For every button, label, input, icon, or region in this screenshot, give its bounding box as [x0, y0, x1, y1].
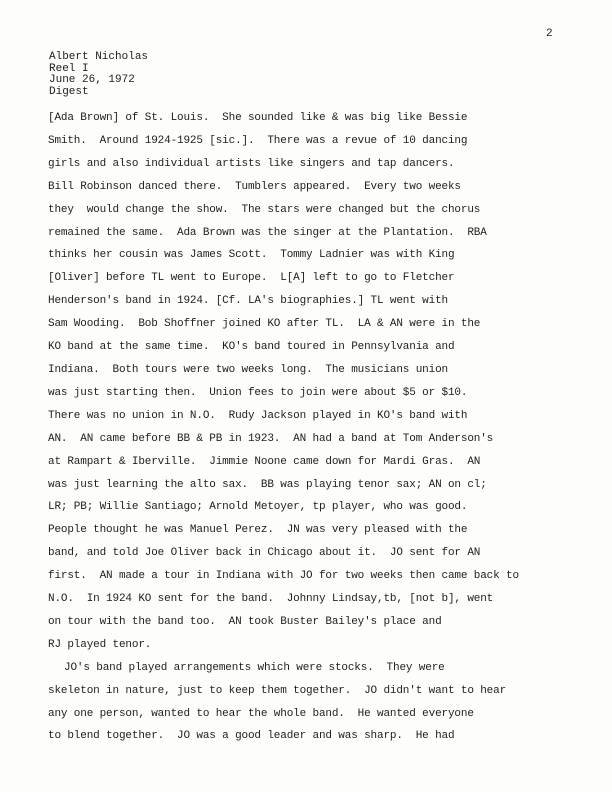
text-line: JO's band played arrangements which were stocks. They were: [64, 661, 445, 674]
header-date: June 26, 1972: [49, 74, 135, 86]
text-line: thinks her cousin was James Scott. Tommy Ladnier was with King: [48, 249, 455, 262]
text-line: was just learning the alto sax. BB was playing tenor sax; AN on cl;: [48, 478, 487, 491]
text-line: AN. AN came before BB & PB in 1923. AN had a band at Tom Anderson's: [48, 432, 494, 445]
text-line: first. AN made a tour in Indiana with JO for two weeks then came back to: [48, 570, 519, 583]
header-name: Albert Nicholas: [49, 51, 149, 63]
text-line: Indiana. Both tours were two weeks long. The musicians union: [48, 363, 448, 376]
text-line: any one person, wanted to hear the whole band. He wanted everyone: [48, 707, 474, 720]
document-header: [49, 52, 148, 98]
header-type: Digest: [49, 85, 89, 98]
text-line: KO band at the same time. KO's band toured in Pennsylvania and: [48, 341, 455, 354]
text-line: at Rampart & Iberville. Jimmie Noone came down for Mardi Gras. AN: [48, 455, 481, 468]
text-line: remained the same. Ada Brown was the singer at the Plantation. RBA: [48, 226, 487, 239]
text-line: was just starting then. Union fees to join were about $5 or $10.: [48, 386, 468, 399]
text-line: to blend together. JO was a good leader and was sharp. He had: [48, 730, 455, 743]
text-line: band, and told Joe Oliver back in Chicago about it. JO sent for AN: [48, 547, 481, 560]
text-line: Henderson's band in 1924. [Cf. LA's biographies.] TL went with: [48, 295, 448, 308]
text-line: Bill Robinson danced there. Tumblers appeared. Every two weeks: [48, 180, 461, 193]
text-line: RJ played tenor.: [48, 638, 152, 651]
text-line: they would change the show. The stars were changed but the chorus: [48, 203, 481, 216]
text-line: skeleton in nature, just to keep them together. JO didn't want to hear: [48, 684, 507, 697]
text-line: Smith. Around 1924-1925 [sic.]. There was a revue of 10 dancing: [48, 134, 468, 147]
text-line: N.O. In 1924 KO sent for the band. Johnny Lindsay,tb, [not b], went: [48, 593, 494, 606]
text-line: girls and also individual artists like singers and tap dancers.: [48, 157, 455, 170]
text-line: on tour with the band too. AN took Buster Bailey's place and: [48, 615, 442, 628]
text-line: There was no union in N.O. Rudy Jackson played in KO's band with: [48, 409, 468, 422]
header-reel: Reel I: [49, 62, 89, 75]
page-number: 2: [546, 28, 553, 40]
document-body: [48, 107, 612, 748]
text-line: [Ada Brown] of St. Louis. She sounded like & was big like Bessie: [48, 112, 468, 124]
text-line: [Oliver] before TL went to Europe. L[A] left to go to Fletcher: [48, 272, 455, 285]
text-line: Sam Wooding. Bob Shoffner joined KO after TL. LA & AN were in the: [48, 318, 481, 331]
text-line: LR; PB; Willie Santiago; Arnold Metoyer, tp player, who was good.: [48, 501, 468, 514]
text-line: People thought he was Manuel Perez. JN was very pleased with the: [48, 524, 468, 537]
